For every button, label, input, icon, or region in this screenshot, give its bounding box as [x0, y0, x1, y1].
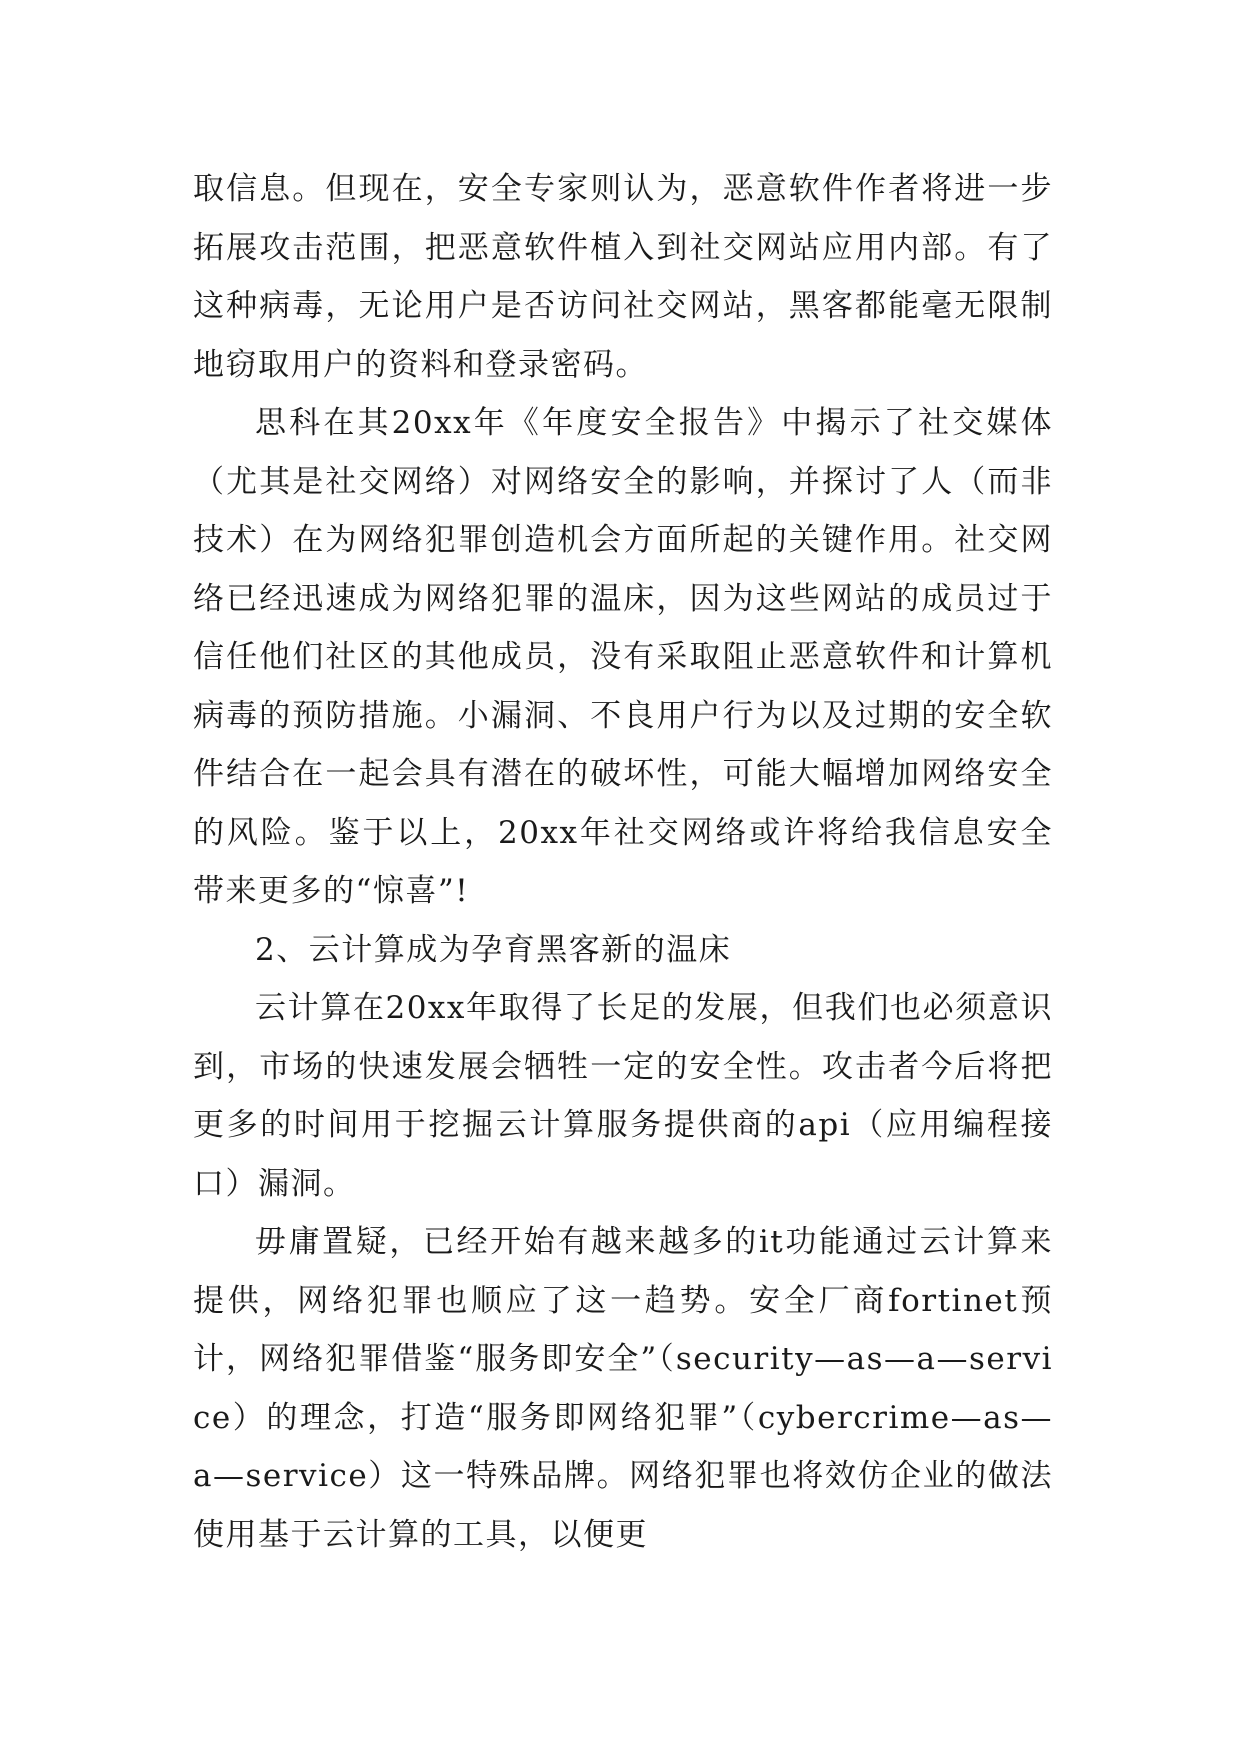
paragraph-4: 毋庸置疑，已经开始有越来越多的it功能通过云计算来提供，网络犯罪也顺应了这一趋势。安全厂商fortinet预计，网络犯罪借鉴“服务即安全”（security—as—a—service）的理念，打造“服务即网络犯罪”（cybercrime—as—a—service）这一特殊品牌。网络犯罪也将效仿企业的做法使用基于云计算的工具，以便更 [193, 1224, 1053, 1553]
paragraph-3: 云计算在20xx年取得了长足的发展，但我们也必须意识到，市场的快速发展会牺牲一定的安全性。攻击者今后将把更多的时间用于挖掘云计算服务提供商的api（应用编程接口）漏洞。 [193, 990, 1053, 1202]
paragraph-1: 取信息。但现在，安全专家则认为，恶意软件作者将进一步拓展攻击范围，把恶意软件植入到社交网站应用内部。有了这种病毒，无论用户是否访问社交网站，黑客都能毫无限制地窃取用户的资料和登录密码。 [193, 171, 1053, 383]
document-body [193, 160, 1053, 1564]
paragraph-2: 思科在其20xx年《年度安全报告》中揭示了社交媒体（尤其是社交网络）对网络安全的影响，并探讨了人（而非技术）在为网络犯罪创造机会方面所起的关键作用。社交网络已经迅速成为网络犯罪的温床，因为这些网站的成员过于信任他们社区的其他成员，没有采取阻止恶意软件和计算机病毒的预防措施。小漏洞、不良用户行为以及过期的安全软件结合在一起会具有潜在的破坏性，可能大幅增加网络安全的风险。鉴于以上，20xx年社交网络或许将给我信息安全带来更多的“惊喜”! [193, 405, 1053, 909]
section-heading: 2、云计算成为孕育黑客新的温床 [255, 931, 732, 968]
